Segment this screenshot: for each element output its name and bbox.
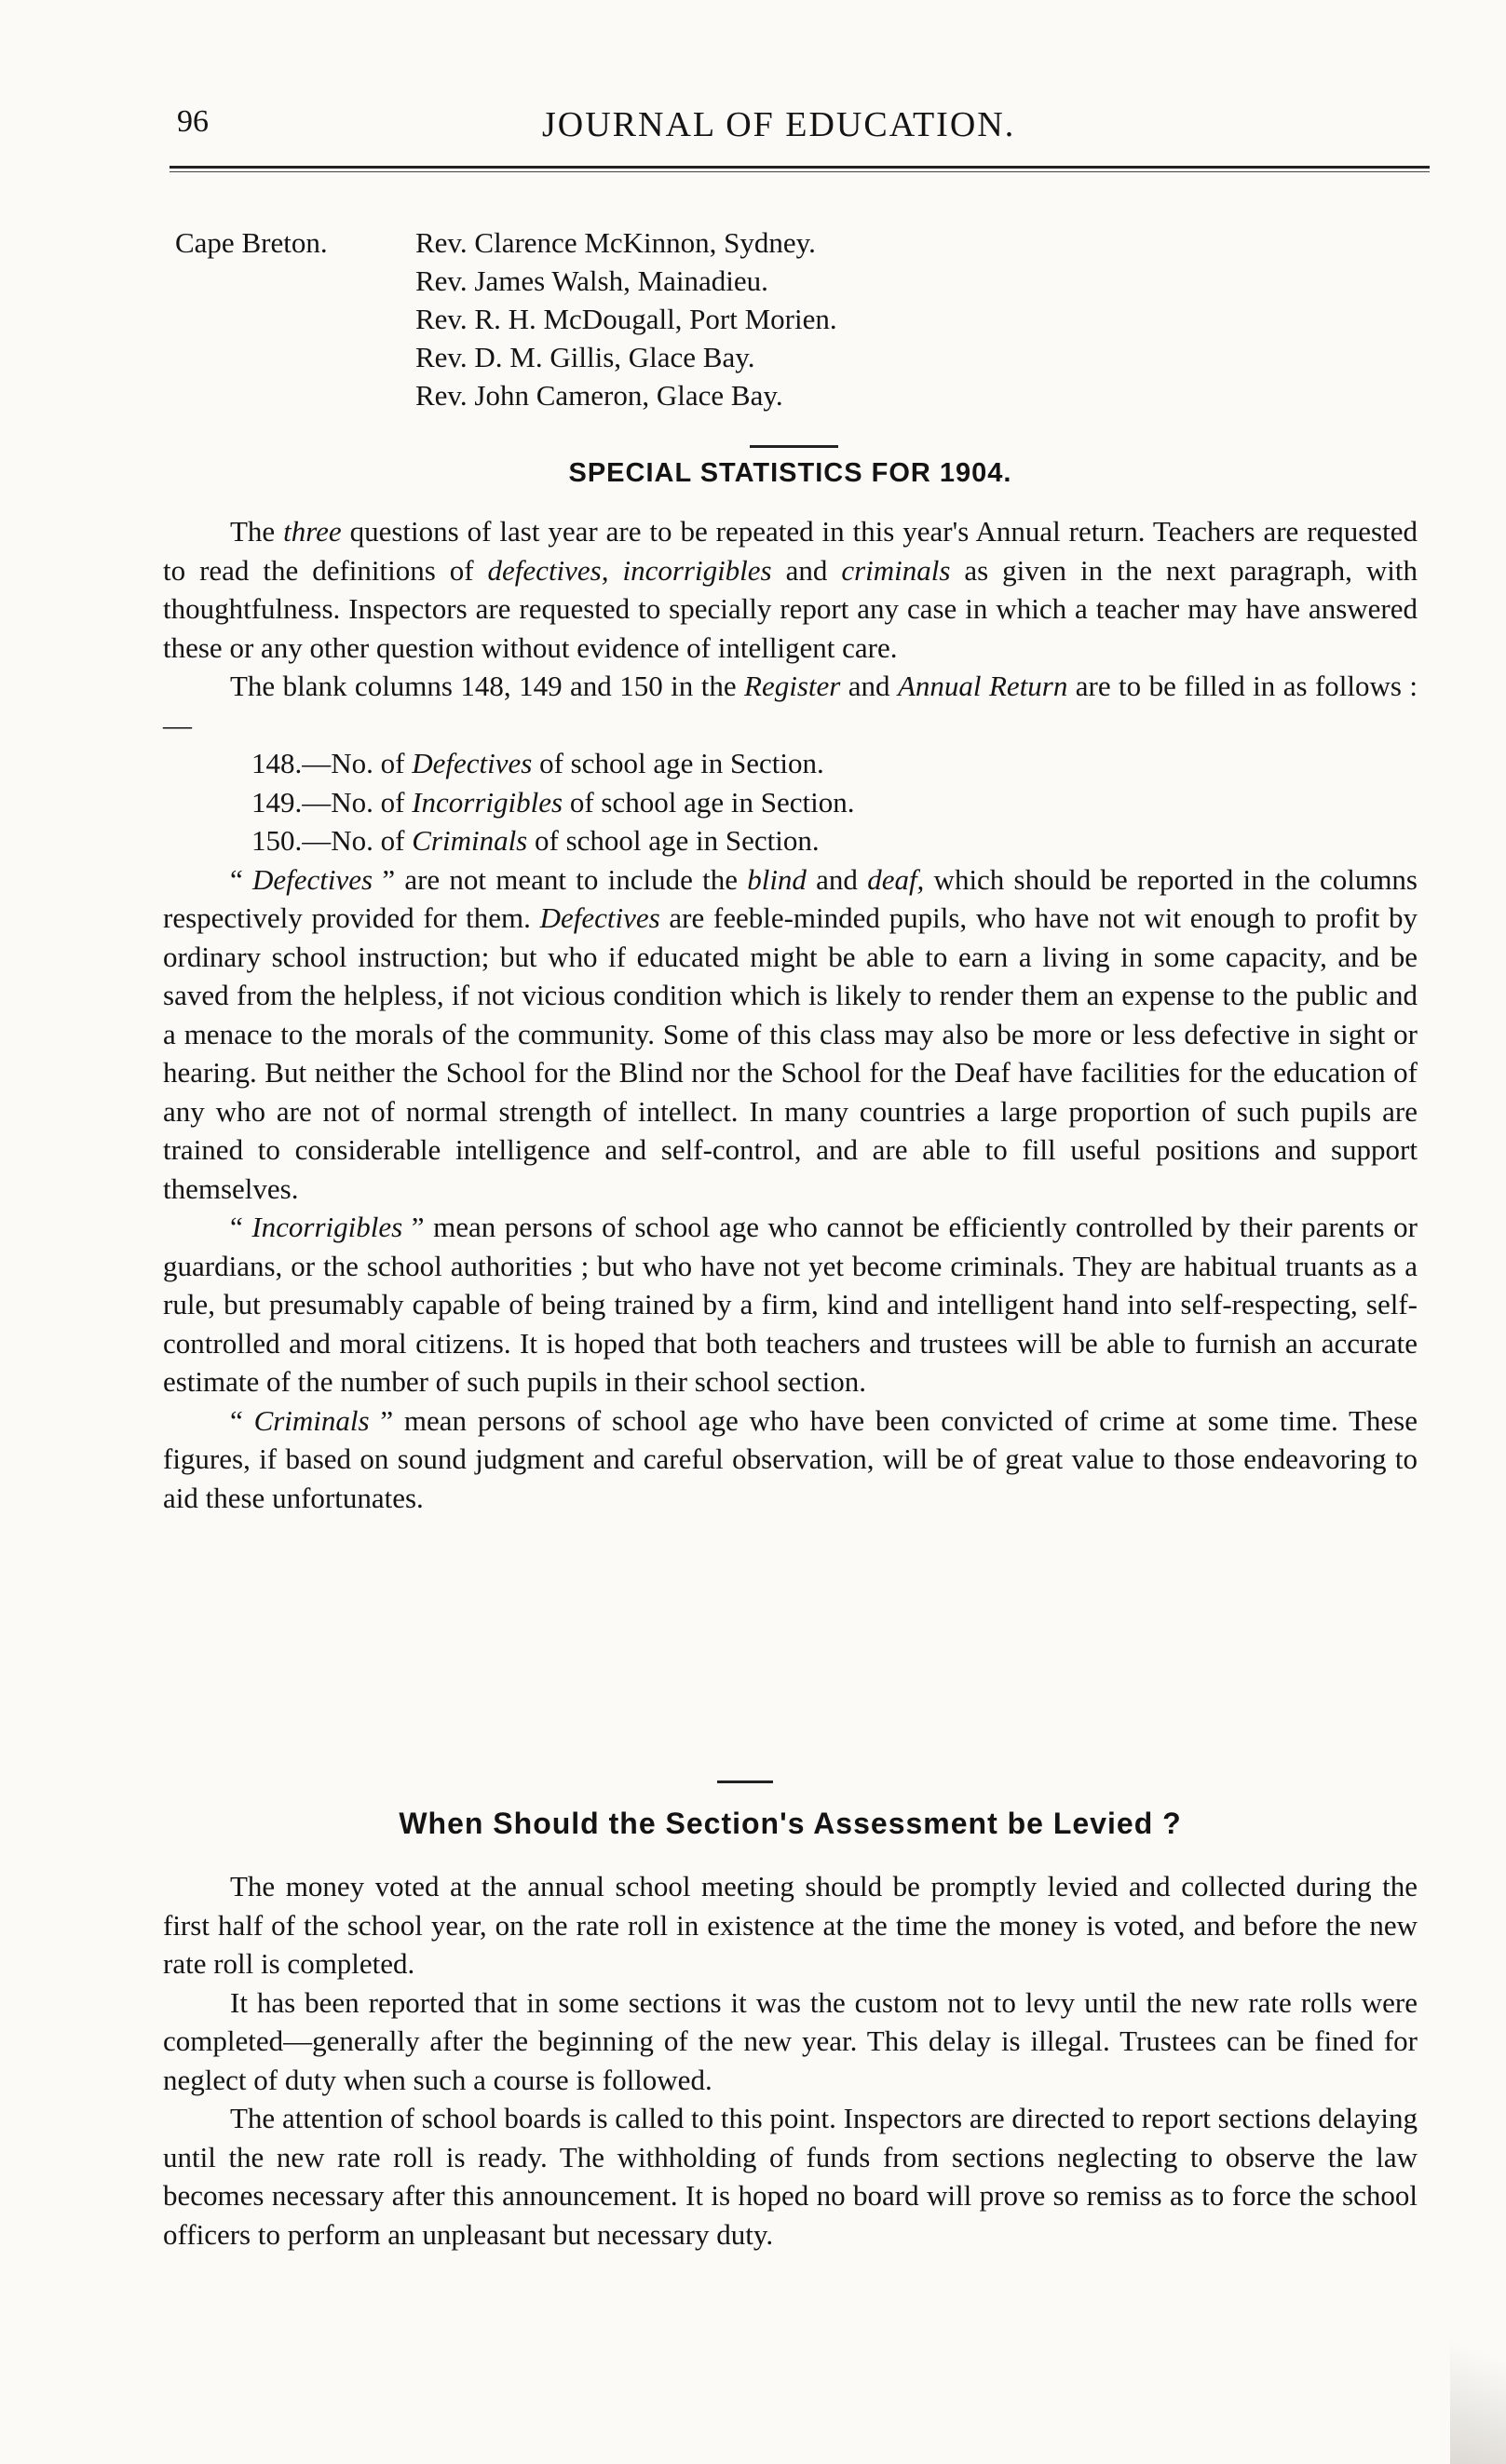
- section-heading-statistics: SPECIAL STATISTICS FOR 1904.: [568, 458, 1012, 488]
- list-item: Rev. John Cameron, Glace Bay.: [415, 379, 783, 412]
- list-item: 150.—No. of Criminals of school age in Section.: [251, 824, 820, 857]
- paragraph: The three questions of last year are to be repeated in this year's Annual return. Teachers are requested to read the definitions of defectives, incorrigibles and criminals as given in the next paragraph, with thoughtfulness. Inspectors are requested to specially report any case in which a teacher may have answered these or any other question without evidence of intelligent care.: [163, 515, 1418, 664]
- section-divider: [750, 445, 838, 448]
- section-divider: [717, 1780, 773, 1783]
- page-number: 96: [177, 104, 209, 139]
- journal-title: JOURNAL OF EDUCATION.: [542, 105, 1016, 144]
- header-rule-thin: [170, 171, 1430, 172]
- paragraph: The attention of school boards is called to this point. Inspectors are directed to report sections delaying until the new rate roll is ready. The withholding of funds from sections neglecting to observe the law becomes necessary after this announcement. It is hoped no board will prove so remiss as to force the school officers to perform an unpleasant but necessary duty.: [163, 2102, 1418, 2251]
- list-item: Rev. Clarence McKinnon, Sydney.: [415, 226, 816, 259]
- list-item: Rev. R. H. McDougall, Port Morien.: [415, 303, 837, 335]
- paragraph: “ Criminals ” mean persons of school age who have been convicted of crime at some time. These figures, if based on sound judgment and careful observation, will be of great value to those endeavoring to aid these unfortunates.: [163, 1403, 1418, 1514]
- paragraph: The money voted at the annual school meeting should be promptly levied and collected during the first half of the school year, on the rate roll in existence at the time the money is voted, and before the new rate roll is completed.: [163, 1870, 1418, 1980]
- list-item: 149.—No. of Incorrigibles of school age in Section.: [251, 785, 855, 819]
- paragraph: “ Incorrigibles ” mean persons of school age who cannot be efficiently controlled by their parents or guardians, or the school authorities ; but who have not yet become criminals. They are habitual truants as a rule, but presumably capable of being trained by a firm, kind and intelligent hand into self-respecting, self-controlled and moral citizens. It is hoped that both teachers and trustees will be able to furnish an accurate estimate of the number of such pupils in their school section.: [163, 1211, 1418, 1398]
- member-list: [415, 223, 837, 414]
- paragraph: It has been reported that in some sections it was the custom not to levy until the new rate rolls were completed—generally after the beginning of the new year. This delay is illegal. Trustees can be fined for neglect of duty when such a course is followed.: [163, 1985, 1418, 2096]
- page-stain: [1450, 2278, 1506, 2464]
- statistics-body: [163, 512, 1418, 1517]
- paragraph: The blank columns 148, 149 and 150 in the Register and Annual Return are to be filled in as follows :—: [163, 670, 1418, 741]
- list-item: Rev. D. M. Gillis, Glace Bay.: [415, 341, 755, 373]
- assessment-body: [163, 1867, 1418, 2254]
- county-name: Cape Breton.: [175, 226, 328, 259]
- paragraph: “ Defectives ” are not meant to include the blind and deaf, which should be reported in the columns respectively provided for them. Defectives are feeble-minded pupils, who have not wit enough to profit by ordinary school instruction; but who if educated might be able to earn a living in some capacity, and be saved from the helpless, if not vicious condition which is likely to render them an expense to the public and a menace to the morals of the community. Some of this class may also be more or less defective in sight or hearing. But neither the School for the Blind nor the School for the Deaf have facilities for the education of any who are not of normal strength of intellect. In many countries a large proportion of such pupils are trained to considerable intelligence and self-control, and are able to fill useful positions and support themselves.: [163, 862, 1418, 1205]
- header-rule: [170, 166, 1430, 169]
- list-item: Rev. James Walsh, Mainadieu.: [415, 264, 768, 297]
- page-header: [170, 104, 1413, 160]
- section-heading-assessment: When Should the Section's Assessment be Levied ?: [399, 1807, 1182, 1840]
- list-item: 148.—No. of Defectives of school age in Section.: [251, 747, 824, 779]
